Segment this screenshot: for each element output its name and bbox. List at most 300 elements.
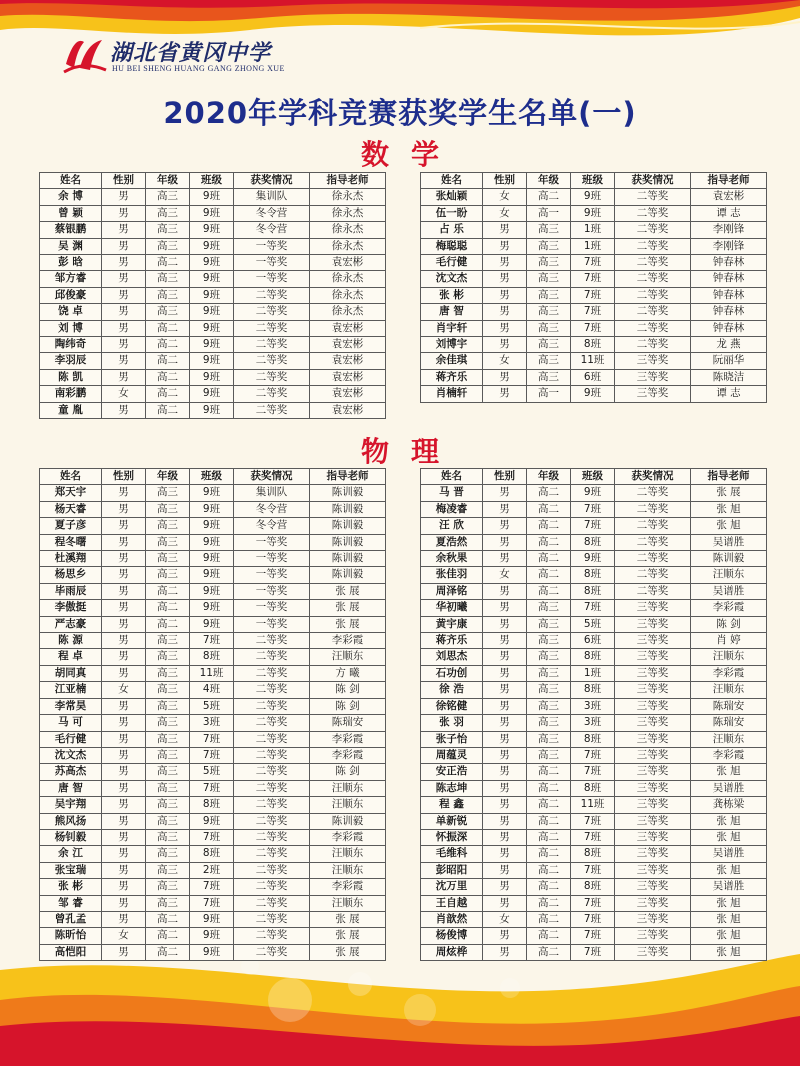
cell-teacher: 钟春林 (691, 255, 767, 271)
cell-class: 3班 (571, 715, 615, 731)
cell-class: 2班 (190, 862, 234, 878)
cell-award: 二等奖 (234, 320, 310, 336)
cell-gender: 男 (102, 715, 146, 731)
cell-award: 二等奖 (615, 222, 691, 238)
cell-name: 沈文杰 (421, 271, 483, 287)
cell-class: 1班 (571, 665, 615, 681)
cell-grade: 高二 (527, 862, 571, 878)
cell-class: 7班 (190, 747, 234, 763)
cell-teacher: 陈训毅 (310, 485, 386, 501)
table-header-row (40, 173, 386, 189)
table-row (421, 649, 767, 665)
table-row (40, 797, 386, 813)
cell-award: 二等奖 (234, 846, 310, 862)
cell-grade: 高二 (527, 567, 571, 583)
cell-grade: 高三 (146, 797, 190, 813)
cell-teacher: 张 旭 (691, 518, 767, 534)
cell-grade: 高三 (146, 501, 190, 517)
cell-grade: 高二 (527, 928, 571, 944)
cell-name: 杨思乡 (40, 567, 102, 583)
cell-gender: 男 (102, 287, 146, 303)
cell-name: 伍一盼 (421, 205, 483, 221)
cell-gender: 男 (102, 222, 146, 238)
cell-teacher: 汪顺东 (691, 682, 767, 698)
cell-grade: 高三 (146, 238, 190, 254)
cell-gender: 男 (483, 337, 527, 353)
header-name: 姓名 (40, 173, 102, 189)
cell-teacher: 陈训毅 (310, 813, 386, 829)
table-row (40, 616, 386, 632)
cell-class: 7班 (190, 879, 234, 895)
cell-grade: 高三 (527, 682, 571, 698)
cell-teacher: 徐永杰 (310, 304, 386, 320)
cell-grade: 高二 (527, 944, 571, 960)
header-gender: 性别 (483, 469, 527, 485)
header-name: 姓名 (40, 469, 102, 485)
cell-gender: 男 (102, 337, 146, 353)
cell-name: 肖宇轩 (421, 320, 483, 336)
cell-name: 张 彬 (421, 287, 483, 303)
cell-grade: 高三 (146, 731, 190, 747)
cell-name: 安正浩 (421, 764, 483, 780)
cell-gender: 女 (483, 205, 527, 221)
cell-award: 三等奖 (615, 797, 691, 813)
cell-class: 8班 (571, 534, 615, 550)
cell-teacher: 李彩霞 (310, 633, 386, 649)
cell-class: 11班 (571, 797, 615, 813)
cell-class: 5班 (190, 698, 234, 714)
cell-name: 李常昊 (40, 698, 102, 714)
cell-award: 三等奖 (615, 911, 691, 927)
cell-name: 刘思杰 (421, 649, 483, 665)
cell-class: 7班 (190, 633, 234, 649)
cell-name: 程冬曙 (40, 534, 102, 550)
cell-teacher: 李彩霞 (310, 731, 386, 747)
cell-teacher: 张 展 (310, 911, 386, 927)
cell-grade: 高二 (527, 551, 571, 567)
cell-class: 9班 (190, 402, 234, 418)
cell-gender: 男 (483, 813, 527, 829)
cell-class: 5班 (190, 764, 234, 780)
cell-name: 刘博宇 (421, 337, 483, 353)
cell-award: 二等奖 (615, 485, 691, 501)
cell-name: 唐 智 (40, 780, 102, 796)
cell-grade: 高三 (146, 189, 190, 205)
table-row (40, 813, 386, 829)
cell-teacher: 汪顺东 (310, 862, 386, 878)
header-gender: 性别 (102, 469, 146, 485)
cell-teacher: 李彩霞 (310, 879, 386, 895)
cell-award: 三等奖 (615, 747, 691, 763)
cell-class: 8班 (190, 797, 234, 813)
cell-name: 梅聪聪 (421, 238, 483, 254)
cell-award: 三等奖 (615, 764, 691, 780)
cell-teacher: 徐永杰 (310, 238, 386, 254)
cell-teacher: 张 旭 (691, 895, 767, 911)
header-award: 获奖情况 (234, 173, 310, 189)
cell-class: 9班 (190, 501, 234, 517)
cell-grade: 高三 (527, 731, 571, 747)
cell-gender: 男 (102, 665, 146, 681)
cell-grade: 高三 (527, 238, 571, 254)
cell-gender: 男 (102, 944, 146, 960)
table-row (421, 616, 767, 632)
cell-grade: 高三 (146, 747, 190, 763)
cell-award: 二等奖 (234, 879, 310, 895)
cell-class: 8班 (571, 731, 615, 747)
cell-class: 7班 (571, 255, 615, 271)
cell-name: 徐铭健 (421, 698, 483, 714)
table-row (421, 567, 767, 583)
table-row (40, 189, 386, 205)
cell-class: 9班 (190, 567, 234, 583)
cell-name: 邱俊豪 (40, 287, 102, 303)
cell-class: 9班 (571, 189, 615, 205)
cell-class: 7班 (571, 944, 615, 960)
cell-award: 三等奖 (615, 665, 691, 681)
cell-grade: 高二 (527, 911, 571, 927)
cell-grade: 高二 (146, 369, 190, 385)
cell-name: 余秋果 (421, 551, 483, 567)
cell-grade: 高三 (146, 551, 190, 567)
cell-name: 邹 睿 (40, 895, 102, 911)
header-teacher: 指导老师 (310, 173, 386, 189)
cell-grade: 高二 (146, 616, 190, 632)
header-teacher: 指导老师 (691, 469, 767, 485)
table-row (421, 829, 767, 845)
table-row (40, 238, 386, 254)
cell-grade: 高二 (146, 337, 190, 353)
cell-award: 二等奖 (615, 583, 691, 599)
cell-class: 7班 (571, 911, 615, 927)
cell-class: 8班 (190, 649, 234, 665)
cell-gender: 男 (483, 518, 527, 534)
cell-class: 7班 (571, 764, 615, 780)
cell-teacher: 李彩霞 (691, 600, 767, 616)
table-row (421, 205, 767, 221)
table-row (421, 189, 767, 205)
cell-gender: 男 (102, 616, 146, 632)
cell-gender: 男 (102, 731, 146, 747)
cell-teacher: 袁宏彬 (691, 189, 767, 205)
cell-grade: 高三 (146, 813, 190, 829)
cell-class: 8班 (571, 682, 615, 698)
header-name: 姓名 (421, 173, 483, 189)
math-table-right (420, 172, 767, 403)
cell-name: 彭昭阳 (421, 862, 483, 878)
table-row (40, 222, 386, 238)
table-header-row (40, 469, 386, 485)
cell-teacher: 张 旭 (691, 944, 767, 960)
cell-award: 三等奖 (615, 879, 691, 895)
cell-class: 8班 (571, 337, 615, 353)
cell-name: 曾孔孟 (40, 911, 102, 927)
cell-gender: 男 (483, 879, 527, 895)
cell-gender: 女 (102, 928, 146, 944)
cell-award: 三等奖 (615, 731, 691, 747)
cell-teacher: 袁宏彬 (310, 369, 386, 385)
cell-name: 唐 智 (421, 304, 483, 320)
cell-name: 张子怡 (421, 731, 483, 747)
cell-class: 7班 (571, 895, 615, 911)
cell-name: 石功创 (421, 665, 483, 681)
table-row (421, 928, 767, 944)
cell-gender: 女 (102, 682, 146, 698)
table-row (421, 731, 767, 747)
table-row (40, 369, 386, 385)
cell-class: 3班 (190, 715, 234, 731)
cell-gender: 男 (102, 353, 146, 369)
cell-teacher: 张 展 (310, 928, 386, 944)
cell-award: 二等奖 (234, 665, 310, 681)
cell-grade: 高二 (527, 534, 571, 550)
table-row (40, 205, 386, 221)
cell-class: 6班 (571, 633, 615, 649)
cell-gender: 男 (483, 485, 527, 501)
cell-name: 熊风扬 (40, 813, 102, 829)
cell-teacher: 陈瑞安 (691, 715, 767, 731)
cell-award: 三等奖 (615, 895, 691, 911)
cell-gender: 女 (483, 189, 527, 205)
cell-award: 二等奖 (234, 813, 310, 829)
cell-name: 周蕴灵 (421, 747, 483, 763)
table-row (40, 764, 386, 780)
cell-award: 三等奖 (615, 633, 691, 649)
cell-gender: 男 (102, 518, 146, 534)
header-award: 获奖情况 (615, 469, 691, 485)
cell-class: 4班 (190, 682, 234, 698)
table-row (40, 862, 386, 878)
cell-teacher: 李刚锋 (691, 222, 767, 238)
cell-teacher: 袁宏彬 (310, 386, 386, 402)
school-name-cn: 湖北省黄冈中学 (110, 40, 272, 66)
cell-class: 3班 (571, 698, 615, 714)
cell-gender: 男 (483, 829, 527, 845)
cell-gender: 女 (102, 386, 146, 402)
cell-class: 9班 (190, 534, 234, 550)
cell-gender: 男 (483, 780, 527, 796)
table-row (421, 895, 767, 911)
cell-gender: 男 (483, 797, 527, 813)
cell-grade: 高一 (527, 205, 571, 221)
cell-class: 9班 (190, 271, 234, 287)
cell-class: 9班 (190, 616, 234, 632)
cell-gender: 男 (102, 304, 146, 320)
cell-award: 二等奖 (615, 304, 691, 320)
table-row (421, 633, 767, 649)
cell-grade: 高三 (527, 715, 571, 731)
cell-gender: 男 (102, 698, 146, 714)
cell-name: 怀振深 (421, 829, 483, 845)
school-logo (62, 34, 322, 78)
cell-gender: 男 (102, 633, 146, 649)
cell-teacher: 陈训毅 (310, 534, 386, 550)
cell-name: 张 彬 (40, 879, 102, 895)
cell-grade: 高三 (146, 829, 190, 845)
cell-class: 7班 (190, 780, 234, 796)
cell-teacher: 李彩霞 (691, 747, 767, 763)
table-row (421, 813, 767, 829)
cell-award: 三等奖 (615, 829, 691, 845)
table-row (40, 402, 386, 418)
cell-teacher: 张 旭 (691, 928, 767, 944)
cell-grade: 高三 (146, 271, 190, 287)
cell-class: 8班 (571, 846, 615, 862)
cell-teacher: 袁宏彬 (310, 337, 386, 353)
cell-name: 华初曦 (421, 600, 483, 616)
cell-name: 夏浩然 (421, 534, 483, 550)
cell-award: 冬令营 (234, 501, 310, 517)
cell-award: 二等奖 (615, 337, 691, 353)
cell-award: 二等奖 (234, 337, 310, 353)
table-row (421, 846, 767, 862)
cell-teacher: 袁宏彬 (310, 255, 386, 271)
cell-grade: 高二 (527, 829, 571, 845)
cell-name: 蒋齐乐 (421, 633, 483, 649)
cell-class: 9班 (190, 320, 234, 336)
cell-gender: 男 (483, 304, 527, 320)
cell-grade: 高二 (527, 518, 571, 534)
cell-award: 二等奖 (234, 764, 310, 780)
cell-award: 三等奖 (615, 616, 691, 632)
cell-teacher: 徐永杰 (310, 189, 386, 205)
cell-teacher: 吴谱胜 (691, 534, 767, 550)
cell-award: 三等奖 (615, 386, 691, 402)
table-row (421, 600, 767, 616)
cell-name: 张 羽 (421, 715, 483, 731)
table-row (421, 862, 767, 878)
cell-award: 三等奖 (615, 780, 691, 796)
cell-teacher: 陈训毅 (691, 551, 767, 567)
cell-teacher: 钟春林 (691, 320, 767, 336)
header-gender: 性别 (483, 173, 527, 189)
math-table-left (39, 172, 386, 419)
cell-teacher: 龙 燕 (691, 337, 767, 353)
cell-teacher: 张 展 (310, 616, 386, 632)
cell-name: 黄宇康 (421, 616, 483, 632)
cell-class: 7班 (571, 600, 615, 616)
cell-class: 7班 (571, 304, 615, 320)
header-grade: 年级 (527, 469, 571, 485)
cell-class: 9班 (190, 583, 234, 599)
cell-gender: 男 (102, 780, 146, 796)
cell-class: 6班 (571, 369, 615, 385)
cell-teacher: 袁宏彬 (310, 402, 386, 418)
cell-award: 一等奖 (234, 551, 310, 567)
cell-teacher: 吴谱胜 (691, 846, 767, 862)
cell-gender: 男 (102, 238, 146, 254)
cell-grade: 高三 (146, 698, 190, 714)
cell-teacher: 陈瑞安 (691, 698, 767, 714)
header-gender: 性别 (102, 173, 146, 189)
cell-name: 余 博 (40, 189, 102, 205)
cell-gender: 男 (483, 238, 527, 254)
cell-award: 二等奖 (615, 551, 691, 567)
cell-gender: 男 (483, 944, 527, 960)
cell-teacher: 汪顺东 (310, 895, 386, 911)
cell-award: 二等奖 (234, 633, 310, 649)
cell-gender: 男 (102, 320, 146, 336)
table-row (421, 780, 767, 796)
cell-teacher: 袁宏彬 (310, 320, 386, 336)
cell-award: 二等奖 (615, 534, 691, 550)
cell-teacher: 汪顺东 (691, 731, 767, 747)
cell-gender: 男 (483, 583, 527, 599)
cell-grade: 高三 (146, 665, 190, 681)
cell-grade: 高三 (146, 222, 190, 238)
cell-teacher: 李彩霞 (310, 747, 386, 763)
cell-teacher: 陈训毅 (310, 567, 386, 583)
table-row (40, 829, 386, 845)
table-row (421, 797, 767, 813)
cell-grade: 高二 (527, 846, 571, 862)
cell-class: 1班 (571, 238, 615, 254)
cell-award: 三等奖 (615, 928, 691, 944)
table-row (40, 780, 386, 796)
table-row (40, 879, 386, 895)
cell-award: 二等奖 (234, 402, 310, 418)
cell-gender: 女 (483, 567, 527, 583)
header-teacher: 指导老师 (310, 469, 386, 485)
cell-teacher: 陈训毅 (310, 551, 386, 567)
table-row (421, 911, 767, 927)
cell-award: 三等奖 (615, 682, 691, 698)
cell-gender: 男 (483, 846, 527, 862)
cell-award: 二等奖 (234, 780, 310, 796)
cell-award: 冬令营 (234, 518, 310, 534)
cell-name: 江亚楠 (40, 682, 102, 698)
cell-teacher: 徐永杰 (310, 205, 386, 221)
header-class: 班级 (571, 173, 615, 189)
cell-gender: 男 (483, 715, 527, 731)
cell-award: 二等奖 (234, 715, 310, 731)
cell-name: 毕雨辰 (40, 583, 102, 599)
cell-name: 陈 源 (40, 633, 102, 649)
cell-award: 二等奖 (234, 287, 310, 303)
cell-class: 8班 (571, 567, 615, 583)
cell-grade: 高三 (146, 534, 190, 550)
table-row (40, 567, 386, 583)
header-grade: 年级 (527, 173, 571, 189)
cell-class: 7班 (571, 287, 615, 303)
cell-name: 邹方睿 (40, 271, 102, 287)
table-row (40, 255, 386, 271)
cell-teacher: 钟春林 (691, 271, 767, 287)
cell-gender: 男 (102, 813, 146, 829)
cell-name: 曾 颖 (40, 205, 102, 221)
cell-class: 1班 (571, 222, 615, 238)
cell-award: 集训队 (234, 189, 310, 205)
table-row (421, 551, 767, 567)
table-row (40, 944, 386, 960)
cell-gender: 男 (102, 879, 146, 895)
cell-award: 冬令营 (234, 205, 310, 221)
cell-grade: 高三 (527, 287, 571, 303)
cell-teacher: 张 旭 (691, 813, 767, 829)
cell-class: 8班 (190, 846, 234, 862)
cell-award: 二等奖 (234, 862, 310, 878)
cell-award: 三等奖 (615, 944, 691, 960)
cell-grade: 高三 (527, 616, 571, 632)
table-row (421, 879, 767, 895)
cell-gender: 男 (483, 534, 527, 550)
cell-class: 9班 (571, 551, 615, 567)
cell-grade: 高三 (527, 665, 571, 681)
cell-teacher: 龚栋梁 (691, 797, 767, 813)
cell-class: 7班 (571, 518, 615, 534)
cell-award: 二等奖 (234, 682, 310, 698)
cell-grade: 高二 (146, 911, 190, 927)
